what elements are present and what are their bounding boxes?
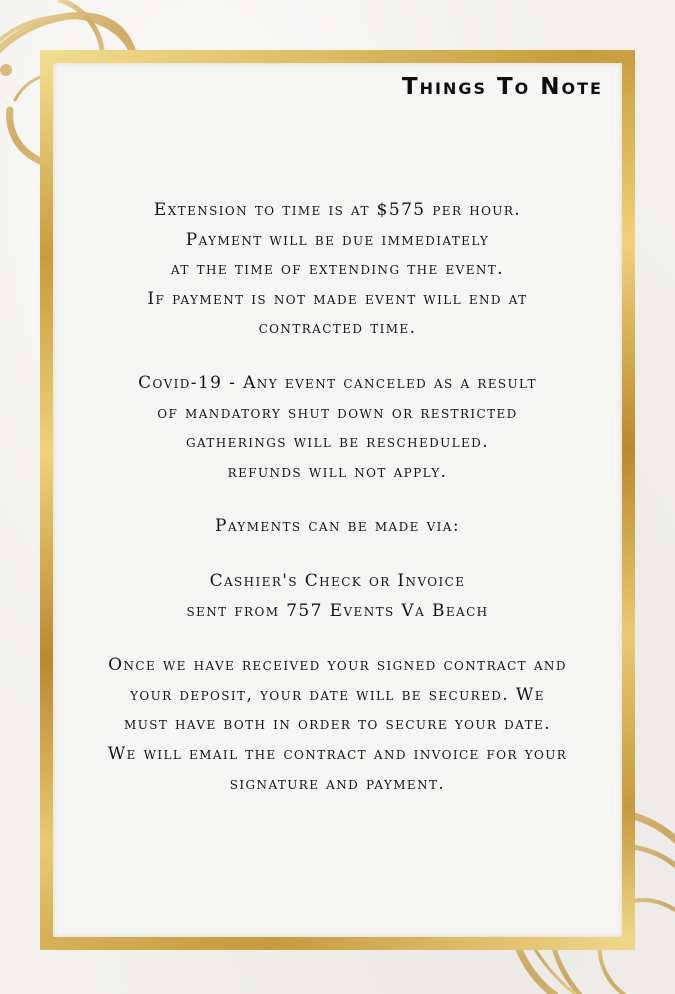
text-line: Extension to time is at $575 per hour.: [153, 200, 522, 220]
booking-confirmation-paragraph: [55, 651, 620, 799]
text-line: signature and payment.: [229, 773, 446, 794]
text-line: of mandatory shut down or restricted: [157, 402, 518, 423]
notes-body: [55, 196, 620, 824]
text-line: Payments can be made via:: [215, 516, 460, 537]
text-line: sent from 757 Events Va Beach: [186, 600, 489, 621]
text-line: refunds will not apply.: [227, 461, 448, 482]
text-line: gatherings will be rescheduled.: [185, 432, 490, 453]
extension-fee-paragraph: [55, 196, 620, 344]
text-line: at the time of extending the event.: [171, 259, 504, 280]
text-line: Payment will be due immediately: [185, 229, 490, 250]
text-line: Covid-19 - Any event canceled as a result: [138, 372, 537, 393]
text-line: contracted time.: [258, 318, 417, 339]
text-line: Once we have received your signed contract and: [108, 655, 567, 676]
text-line: If payment is not made event will end at: [147, 288, 528, 309]
payment-methods-paragraph: [55, 567, 620, 626]
payment-methods-heading: [55, 512, 620, 542]
text-line: Cashier's Check or Invoice: [209, 570, 466, 591]
covid-policy-paragraph: [55, 369, 620, 487]
page-title: Things To Note: [401, 74, 603, 100]
text-line: We will email the contract and invoice for your: [107, 743, 568, 764]
text-line: must have both in order to secure your date.: [124, 714, 551, 735]
text-line: your deposit, your date will be secured. We: [130, 684, 545, 705]
